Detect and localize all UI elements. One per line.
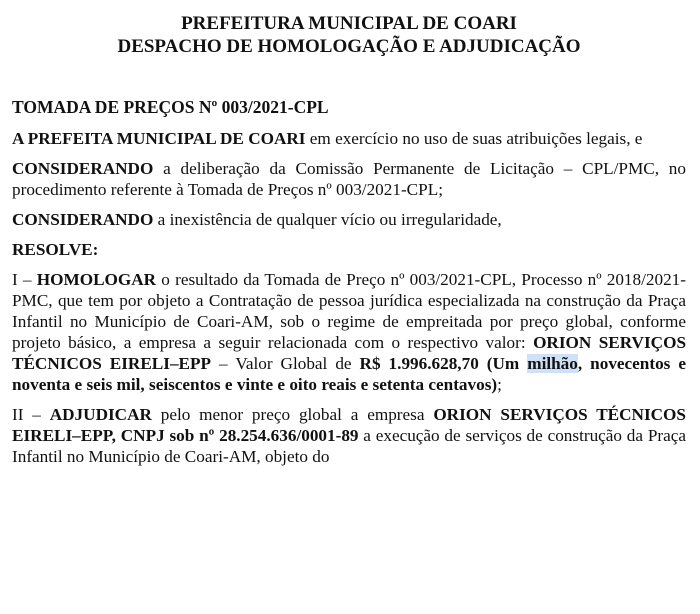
intro-bold: A PREFEITA MUNICIPAL DE COARI [12,129,306,148]
item-1-value-rest: , novecentos e noventa e seis mil, seiscentos e vinte e oito reais e setenta centavos) [12,354,686,394]
item-1-text: o resultado da Tomada de Preço nº 003/2021-CPL, Processo nº 2018/2021-PMC, que tem por objeto a Contratação de pessoa jurídica especializada na construção da Praça Infantil no Município de Coari-AM, sob o regime de empreitada por preço global, conforme projeto básico, a empresa a seguir relacionada com o respectivo valor: [12,270,686,352]
item-2-company: ORION SERVIÇOS TÉCNICOS EIRELI–EPP, CNPJ sob nº 28.254.636/0001-89 [12,405,686,445]
item-1-numeral: I – [12,270,37,289]
item-2-paragraph [12,404,686,467]
document-title: TOMADA DE PREÇOS Nº 003/2021-CPL [12,97,329,117]
item-1-paragraph [12,269,686,395]
header-line-2: DESPACHO DE HOMOLOGAÇÃO E ADJUDICAÇÃO [117,36,581,57]
item-1-end: ; [497,375,502,394]
intro-paragraph [12,128,686,149]
item-1-company: ORION SERVIÇOS TÉCNICOS EIRELI–EPP [12,333,686,373]
considerando-paragraph-2 [12,209,686,230]
considerando-paragraph-1 [12,158,686,200]
item-1-value-label: – Valor Global de [211,354,360,373]
item-1-value: R$ 1.996.628,70 (Um [359,354,528,373]
intro-text: em exercício no uso de suas atribuições legais, e [305,129,643,148]
item-1-bold: HOMOLOGAR [36,270,157,289]
header-line-1: PREFEITURA MUNICIPAL DE COARI [181,13,517,34]
item-2-text-2: a execução de serviços de construção da Praça Infantil no Município de Coari-AM, objeto do [12,426,686,466]
considerando-1-bold: CONSIDERANDO [12,159,154,178]
considerando-1-text: a deliberação da Comissão Permanente de Licitação – CPL/PMC, no procedimento referente à Tomada de Preços nº 003/2021-CPL; [12,159,686,199]
document-header [12,12,686,58]
item-1-value-highlight: milhão [527,354,578,373]
considerando-2-text: a inexistência de qualquer vício ou irregularidade, [153,210,502,229]
item-2-numeral: II – [12,405,50,424]
resolve-heading: RESOLVE: [12,240,99,259]
item-2-bold: ADJUDICAR [49,405,152,424]
considerando-2-bold: CONSIDERANDO [12,210,154,229]
item-2-text: pelo menor preço global a empresa [151,405,434,424]
